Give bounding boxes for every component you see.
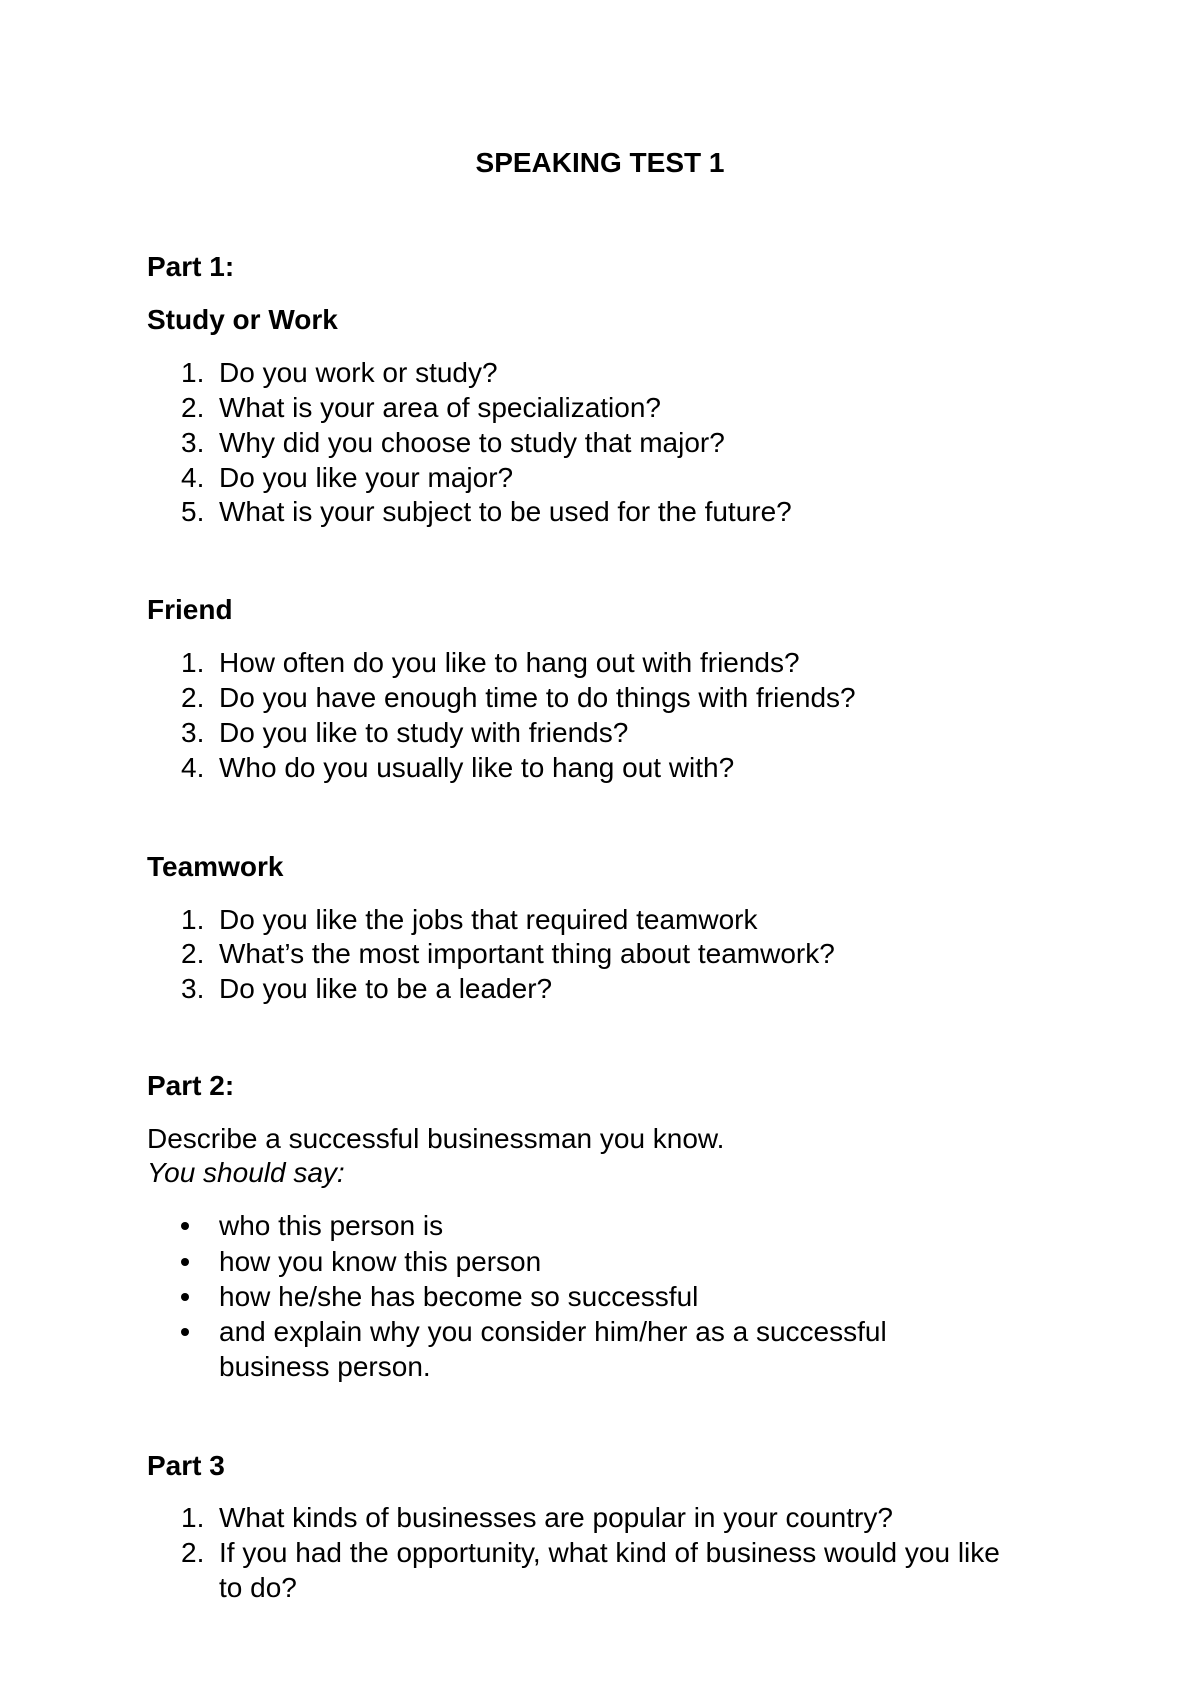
part2-should-say: You should say: xyxy=(147,1157,345,1188)
section-heading-study-or-work: Study or Work xyxy=(147,304,338,335)
bullet-icon xyxy=(181,1293,189,1301)
list-number: 1. xyxy=(181,647,205,678)
list-number: 2. xyxy=(181,938,205,969)
bullet-icon xyxy=(181,1222,189,1230)
bullet-text: and explain why you consider him/her as a successful business person. xyxy=(219,1316,887,1382)
list-number: 5. xyxy=(181,496,205,527)
list-number: 3. xyxy=(181,973,205,1004)
question-text: Do you like your major? xyxy=(219,462,514,493)
list-number: 2. xyxy=(181,682,205,713)
question-text: Do you like to study with friends? xyxy=(219,717,629,748)
list-number: 3. xyxy=(181,427,205,458)
list-number: 3. xyxy=(181,717,205,748)
list-number: 2. xyxy=(181,1537,205,1568)
list-number: 1. xyxy=(181,357,205,388)
question-text: What is your area of specialization? xyxy=(219,392,661,423)
bullet-text: who this person is xyxy=(219,1210,444,1241)
bullet-icon xyxy=(181,1258,189,1266)
question-text: How often do you like to hang out with friends? xyxy=(219,647,800,678)
bullet-text: how you know this person xyxy=(219,1246,542,1277)
part3-heading: Part 3 xyxy=(147,1450,225,1481)
question-text: Do you work or study? xyxy=(219,357,498,388)
section-heading-teamwork: Teamwork xyxy=(147,851,284,882)
question-text: What kinds of businesses are popular in your country? xyxy=(219,1502,893,1533)
bullet-icon xyxy=(181,1328,189,1336)
question-text: Why did you choose to study that major? xyxy=(219,427,725,458)
question-text: What’s the most important thing about teamwork? xyxy=(219,938,835,969)
document-title: SPEAKING TEST 1 xyxy=(475,147,725,178)
question-text: Do you have enough time to do things with friends? xyxy=(219,682,856,713)
section-heading-friend: Friend xyxy=(147,594,233,625)
bullet-text: how he/she has become so successful xyxy=(219,1281,699,1312)
question-text: If you had the opportunity, what kind of business would you like to do? xyxy=(219,1537,1000,1603)
question-text: What is your subject to be used for the future? xyxy=(219,496,792,527)
list-number: 2. xyxy=(181,392,205,423)
list-number: 1. xyxy=(181,1502,205,1533)
list-number: 4. xyxy=(181,462,205,493)
question-text: Do you like the jobs that required teamwork xyxy=(219,904,758,935)
question-text: Who do you usually like to hang out with? xyxy=(219,752,735,783)
list-number: 4. xyxy=(181,752,205,783)
list-number: 1. xyxy=(181,904,205,935)
part1-heading: Part 1: xyxy=(147,251,235,282)
part2-prompt: Describe a successful businessman you know. xyxy=(147,1123,725,1154)
part2-heading: Part 2: xyxy=(147,1070,235,1101)
question-text: Do you like to be a leader? xyxy=(219,973,553,1004)
